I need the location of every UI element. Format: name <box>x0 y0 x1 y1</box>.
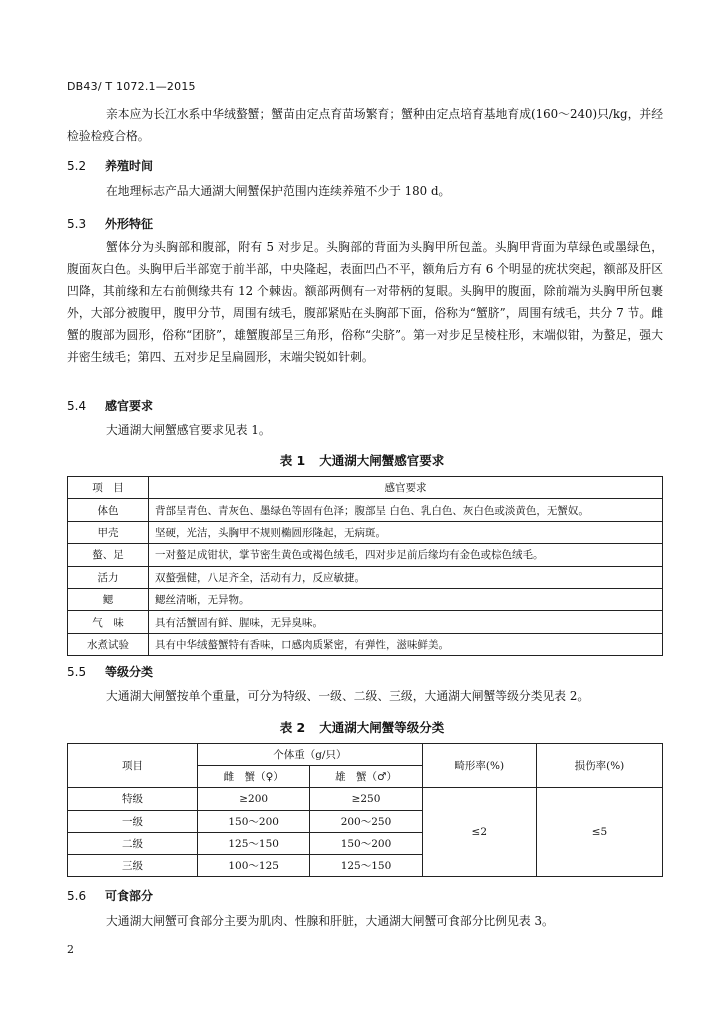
table-cell-item: 鳃 <box>68 588 149 610</box>
section-body-5-5: 大通湖大闸蟹按单个重量，可分为特级、一级、二级、三级，大通湖大闸蟹等级分类见表 2。 <box>106 689 590 703</box>
table-row <box>68 521 663 543</box>
table-cell-requirement: 双螯强健，八足齐全，活动有力，反应敏捷。 <box>149 566 663 588</box>
table-cell-male-weight: 200～250 <box>310 810 422 832</box>
section-heading-5-4 <box>67 397 153 414</box>
table-row <box>68 588 663 610</box>
section-number: 5.4 <box>67 399 87 413</box>
table-cell-male-weight: ≥250 <box>310 788 422 810</box>
section-number: 5.6 <box>67 889 87 903</box>
section-number: 5.5 <box>67 665 87 679</box>
table-cell-female-weight: 125～150 <box>198 832 310 854</box>
table-cell-male-weight: 150～200 <box>310 832 422 854</box>
table-cell-requirement: 背部呈青色、青灰色、墨绿色等固有色泽；腹部呈 白色、乳白色、灰白色或淡黄色，无蟹奴。 <box>149 499 663 521</box>
table-cell-requirement: 坚硬，光洁，头胸甲不规则椭圆形隆起，无病斑。 <box>149 521 663 543</box>
section-body-5-4: 大通湖大闸蟹感官要求见表 1。 <box>106 423 271 437</box>
section-title: 可食部分 <box>105 889 154 903</box>
table-cell-item: 水煮试验 <box>68 633 149 655</box>
table-cell-item: 活力 <box>68 566 149 588</box>
section-heading-5-6 <box>67 887 153 904</box>
table-cell-item: 螯、足 <box>68 544 149 566</box>
table-cell-item: 体色 <box>68 499 149 521</box>
header-male: 雄 蟹（♂） <box>310 766 422 788</box>
table-cell-damage-value: ≤5 <box>536 788 662 877</box>
header-deformity-rate: 畸形率(%) <box>422 744 536 788</box>
section-title: 养殖时间 <box>105 159 154 173</box>
table2-caption-title: 大通湖大闸蟹等级分类 <box>319 720 445 735</box>
table-header-cell: 感官要求 <box>149 477 663 499</box>
table-cell-grade: 三级 <box>68 854 198 876</box>
intro-paragraph: 亲本应为长江水系中华绒螯蟹；蟹苗由定点育苗场繁育；蟹种由定点培育基地育成(160～240)只/kg，并经检验检疫合格。 <box>67 107 663 143</box>
table-cell-male-weight: 125～150 <box>310 854 422 876</box>
table-cell-deformity-value: ≤2 <box>422 788 536 877</box>
table-cell-female-weight: 150～200 <box>198 810 310 832</box>
table-header-row <box>68 744 663 766</box>
section-number: 5.3 <box>67 217 87 231</box>
table1-caption-number: 表 1 <box>279 453 306 468</box>
table-cell-grade: 一级 <box>68 810 198 832</box>
header-item: 项目 <box>68 744 198 788</box>
header-weight-group: 个体重（g/只） <box>198 744 423 766</box>
header-damage-rate: 损伤率(%) <box>536 744 662 788</box>
table-cell-requirement: 鳃丝清晰，无异物。 <box>149 588 663 610</box>
table-cell-item: 甲壳 <box>68 521 149 543</box>
section-heading-5-5 <box>67 663 153 680</box>
table-row <box>68 499 663 521</box>
section-body-5-3: 蟹体分为头胸部和腹部，附有 5 对步足。头胸部的背面为头胸甲所包盖。头胸甲背面为草绿色或墨绿色，腹面灰白色。头胸甲后半部宽于前半部，中央隆起，表面凹凸不平，额角后方有 6 个明显的疣状突起，额部及肝区凹降，其前缘和左右前侧缘共有 12 个棘齿。额部两侧有一对带柄的复眼。头胸甲的腹面，除前端为头胸甲所包裹外，大部分被腹甲，腹甲分节，周围有绒毛，腹部紧贴在头胸部下面，俗称为“蟹脐”，周围有绒毛，共分 7 节。雌蟹的腹部为圆形，俗称“团脐”，雄蟹腹部呈三角形，俗称“尖脐”。第一对步足呈棱柱形，末端似钳，为螯足，强大并密生绒毛；第四、五对步足呈扁圆形，末端尖锐如针刺。 <box>67 240 663 364</box>
table-cell-grade: 二级 <box>68 832 198 854</box>
table-cell-grade: 特级 <box>68 788 198 810</box>
table-row <box>68 611 663 633</box>
table-row <box>68 788 663 810</box>
table2-caption-number: 表 2 <box>279 720 306 735</box>
page-number: 2 <box>67 943 74 956</box>
section-body-5-2: 在地理标志产品大通湖大闸蟹保护范围内连续养殖不少于 180 d。 <box>106 184 451 198</box>
table-row <box>68 566 663 588</box>
section-title: 等级分类 <box>105 665 154 679</box>
table-header-cell: 项 目 <box>68 477 149 499</box>
section-number: 5.2 <box>67 159 87 173</box>
section-body-5-6: 大通湖大闸蟹可食部分主要为肌肉、性腺和肝脏，大通湖大闸蟹可食部分比例见表 3。 <box>106 914 554 928</box>
table-header-row <box>68 477 663 499</box>
table-cell-requirement: 具有活蟹固有鲜、腥味，无异臭味。 <box>149 611 663 633</box>
section-heading-5-3 <box>67 215 153 232</box>
table1-caption <box>0 451 724 469</box>
grade-classification-table <box>67 743 663 877</box>
sensory-requirements-table <box>67 476 663 656</box>
table-cell-requirement: 一对螯足成钳状，掌节密生黄色或褐色绒毛，四对步足前后缘均有金色或棕色绒毛。 <box>149 544 663 566</box>
table-cell-item: 气 味 <box>68 611 149 633</box>
table2-caption <box>0 718 724 736</box>
section-title: 外形特征 <box>105 217 154 231</box>
header-female: 雌 蟹（♀） <box>198 766 310 788</box>
table1-caption-title: 大通湖大闸蟹感官要求 <box>319 453 445 468</box>
table-row <box>68 544 663 566</box>
section-title: 感官要求 <box>105 399 154 413</box>
section-heading-5-2 <box>67 157 153 174</box>
table-cell-requirement: 具有中华绒螯蟹特有香味，口感肉质紧密，有弹性，滋味鲜美。 <box>149 633 663 655</box>
table-row <box>68 633 663 655</box>
standard-number: DB43/ T 1072.1—2015 <box>67 80 196 93</box>
table-cell-female-weight: 100～125 <box>198 854 310 876</box>
table-cell-female-weight: ≥200 <box>198 788 310 810</box>
